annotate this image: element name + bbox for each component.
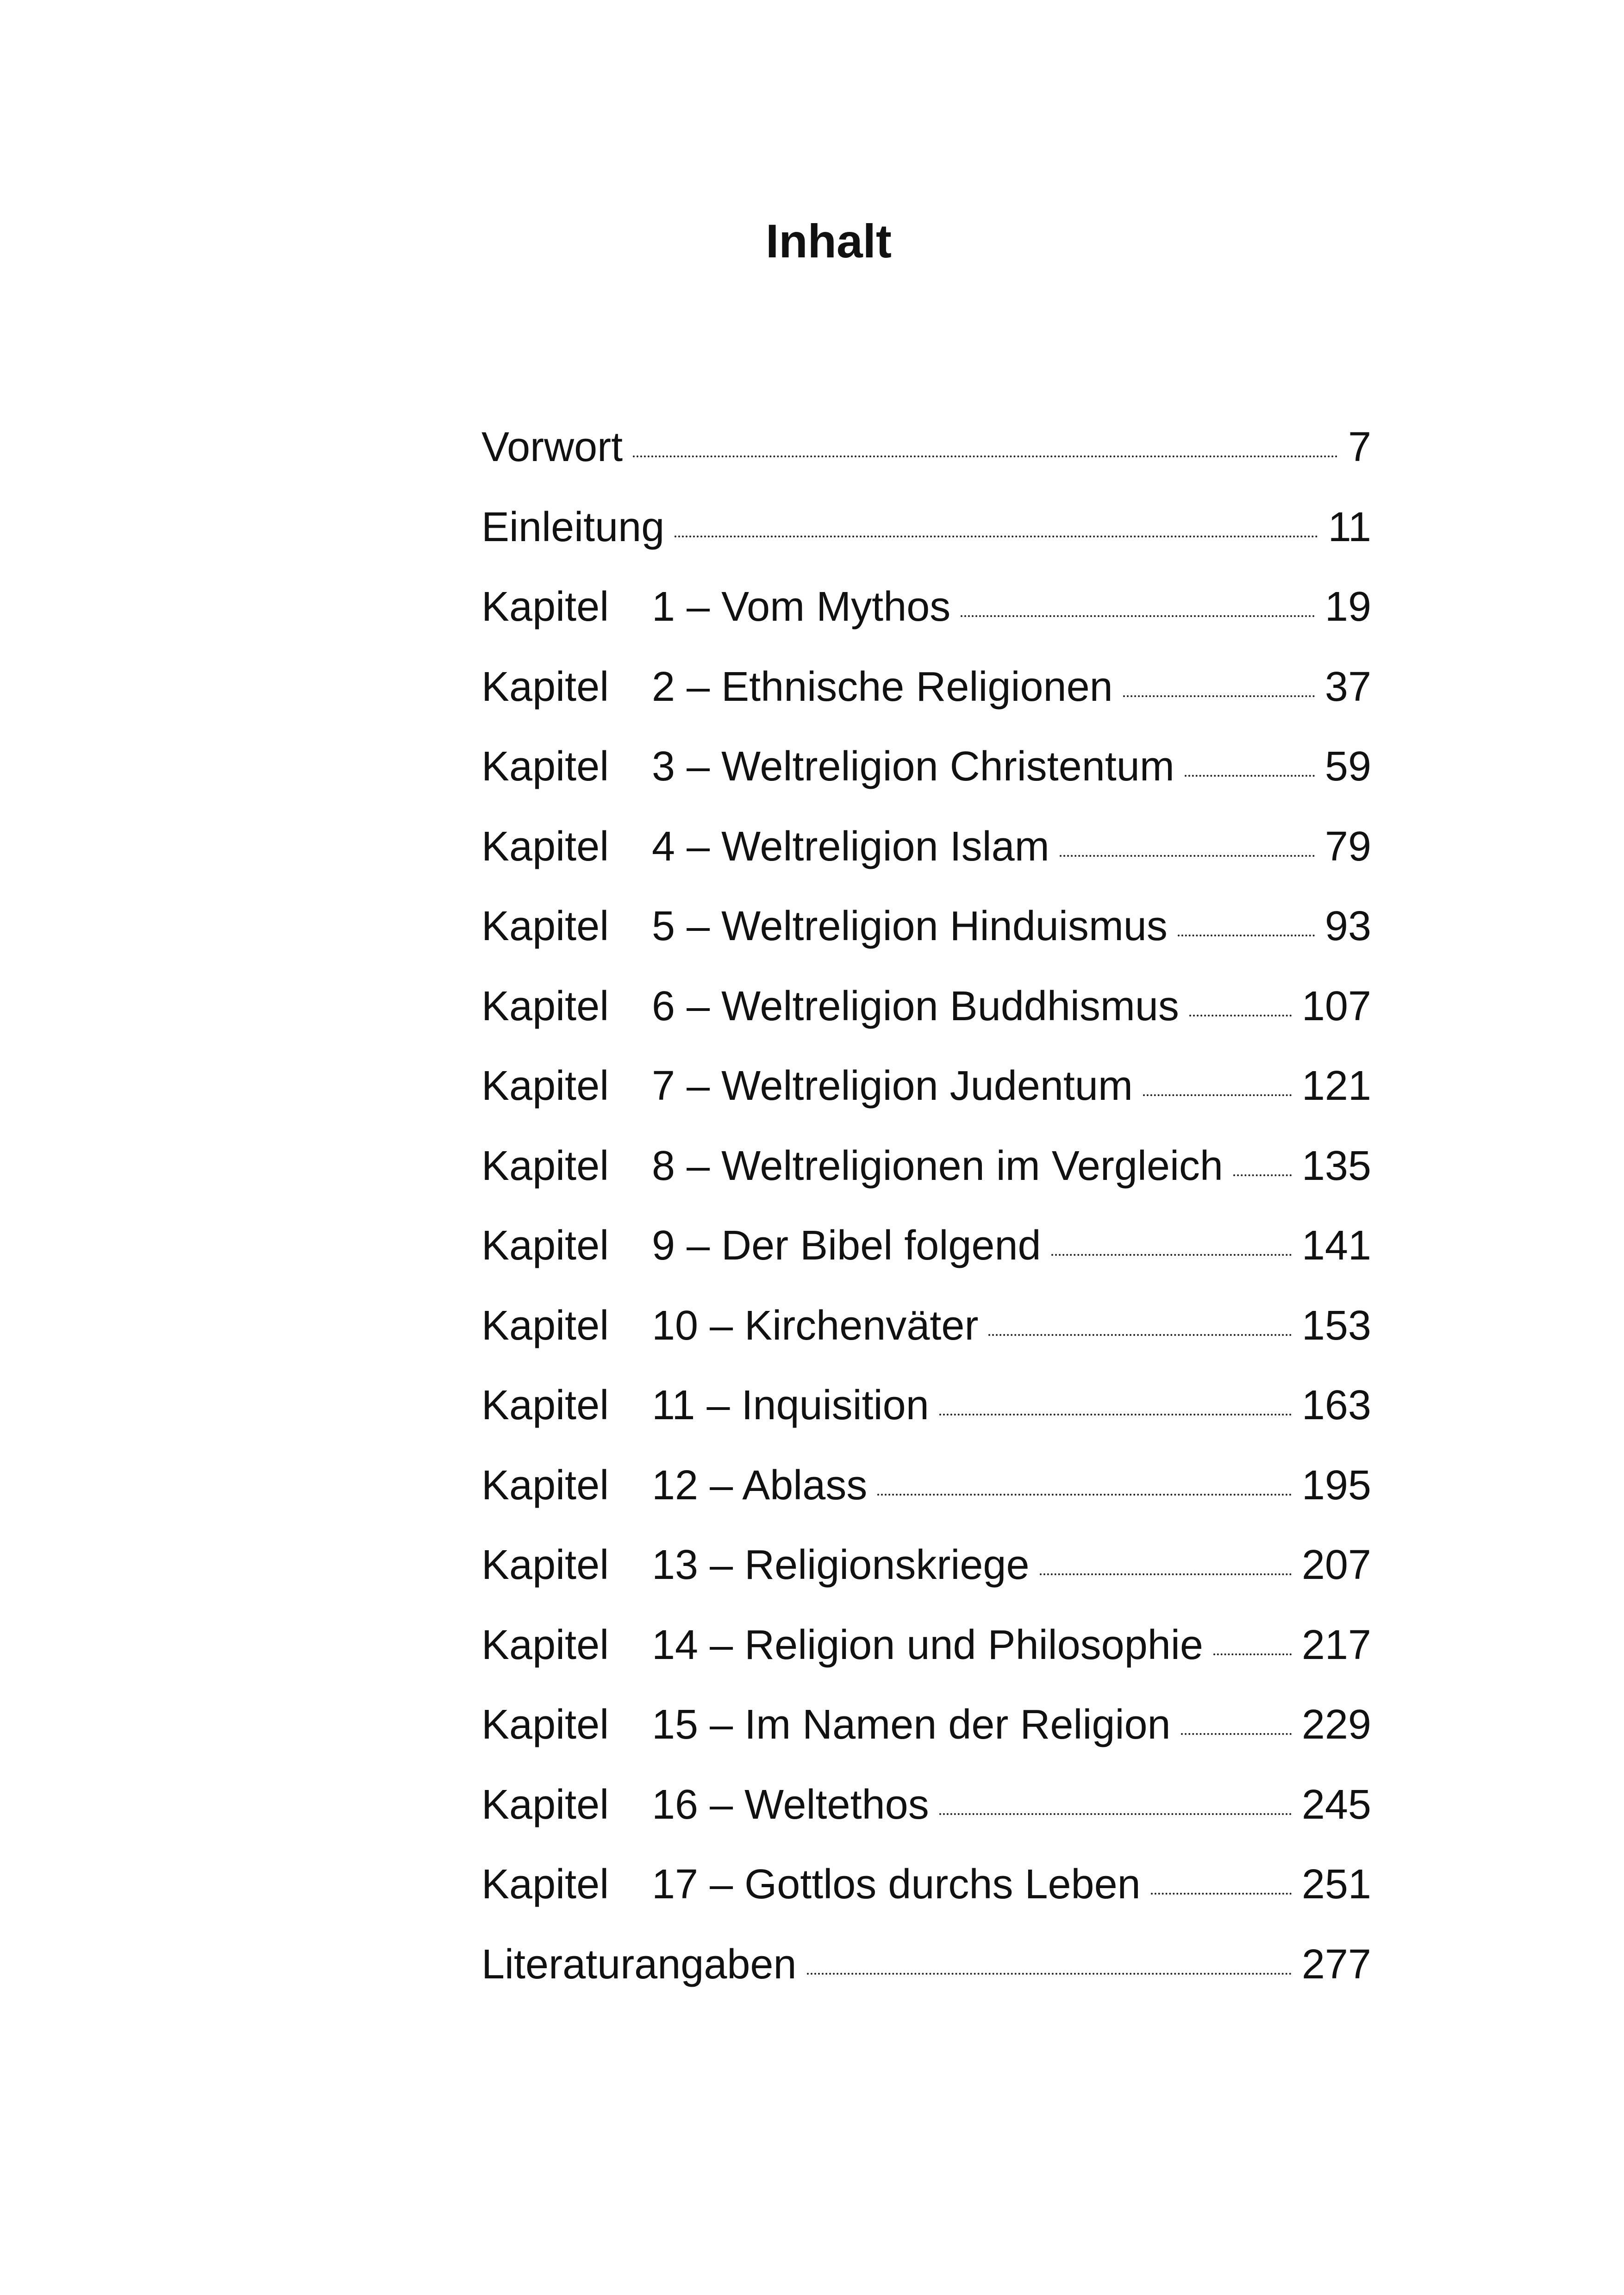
toc-chapter-number: 15 — [652, 1702, 710, 1748]
toc-entry[interactable] — [481, 1605, 1371, 1685]
toc-entry[interactable] — [481, 1286, 1371, 1366]
toc-entry[interactable] — [481, 1126, 1371, 1206]
dot-leader — [1060, 855, 1315, 857]
dot-leader — [1143, 1094, 1292, 1096]
toc-entry-title: Einleitung — [481, 504, 665, 550]
toc-chapter-number: 9 — [652, 1222, 687, 1269]
toc-entry-title: – Ablass — [710, 1462, 868, 1509]
toc-chapter-prefix — [481, 807, 687, 887]
toc-page-number: 59 — [1324, 743, 1371, 790]
toc-chapter-label: Kapitel — [481, 823, 609, 870]
toc-entry-title: – Weltreligionen im Vergleich — [687, 1142, 1223, 1189]
toc-page-number: 19 — [1324, 584, 1371, 630]
toc-page-number: 107 — [1301, 983, 1371, 1029]
toc-entry[interactable] — [481, 1366, 1371, 1446]
toc-chapter-number: 8 — [652, 1142, 687, 1189]
dot-leader — [1185, 775, 1315, 777]
toc-page-number: 93 — [1324, 903, 1371, 949]
toc-entry-title: – Weltreligion Judentum — [687, 1063, 1133, 1109]
toc-chapter-prefix — [481, 1765, 710, 1845]
toc-chapter-label: Kapitel — [481, 1382, 609, 1428]
toc-chapter-label: Kapitel — [481, 663, 609, 710]
toc-chapter-number: 10 — [652, 1302, 710, 1349]
toc-chapter-label: Kapitel — [481, 1462, 609, 1509]
toc-chapter-number: 12 — [652, 1462, 710, 1509]
dot-leader — [939, 1813, 1292, 1815]
toc-entry-title: Vorwort — [481, 424, 623, 470]
toc-page-number: 229 — [1301, 1702, 1371, 1748]
toc-entry[interactable] — [481, 1046, 1371, 1126]
toc-chapter-label: Kapitel — [481, 1621, 609, 1668]
toc-chapter-number: 2 — [652, 663, 687, 710]
toc-chapter-prefix — [481, 567, 687, 647]
toc-chapter-label: Kapitel — [481, 743, 609, 790]
toc-page-number: 217 — [1301, 1621, 1371, 1668]
dot-leader — [1151, 1893, 1292, 1895]
toc-chapter-prefix — [481, 1685, 710, 1765]
toc-entry-title: Literaturangaben — [481, 1941, 797, 1988]
toc-chapter-number: 16 — [652, 1781, 710, 1828]
toc-page-number: 121 — [1301, 1063, 1371, 1109]
toc-entry-title: – Vom Mythos — [687, 584, 951, 630]
toc-chapter-prefix — [481, 1446, 710, 1526]
toc-chapter-prefix — [481, 886, 687, 967]
toc-entry[interactable] — [481, 407, 1371, 487]
toc-chapter-label: Kapitel — [481, 983, 609, 1029]
dot-leader — [1040, 1573, 1292, 1575]
toc-entry-title: – Weltreligion Hinduismus — [687, 903, 1168, 949]
toc-chapter-prefix — [481, 1046, 687, 1126]
toc-chapter-label: Kapitel — [481, 1302, 609, 1349]
toc-entry[interactable] — [481, 487, 1371, 568]
toc-page-number: 11 — [1328, 504, 1371, 550]
toc-chapter-label: Kapitel — [481, 1542, 609, 1588]
toc-chapter-prefix — [481, 1206, 687, 1286]
toc-entry[interactable] — [481, 967, 1371, 1047]
toc-entry-title: – Weltreligion Buddhismus — [687, 983, 1179, 1029]
toc-page-number: 7 — [1348, 424, 1371, 470]
toc-page-number: 153 — [1301, 1302, 1371, 1349]
toc-entry[interactable] — [481, 1765, 1371, 1845]
toc-entry-title: – Weltethos — [710, 1781, 929, 1828]
dot-leader — [939, 1414, 1292, 1416]
toc-chapter-label: Kapitel — [481, 1861, 609, 1908]
dot-leader — [988, 1334, 1291, 1336]
toc-entry-title: – Ethnische Religionen — [687, 663, 1113, 710]
toc-page-number: 277 — [1301, 1941, 1371, 1988]
dot-leader — [675, 536, 1318, 537]
toc-chapter-number: 11 — [652, 1382, 707, 1428]
toc-page-number: 207 — [1301, 1542, 1371, 1588]
toc-chapter-prefix — [481, 1286, 710, 1366]
toc-entry[interactable] — [481, 1446, 1371, 1526]
toc-chapter-prefix — [481, 1366, 706, 1446]
toc-entry[interactable] — [481, 1685, 1371, 1765]
toc-page-number: 79 — [1324, 823, 1371, 870]
toc-entry-title: – Weltreligion Christentum — [687, 743, 1174, 790]
toc-chapter-number: 17 — [652, 1861, 710, 1908]
toc-page-number: 135 — [1301, 1142, 1371, 1189]
toc-chapter-label: Kapitel — [481, 584, 609, 630]
toc-chapter-number: 13 — [652, 1542, 710, 1588]
toc-page-number: 37 — [1324, 663, 1371, 710]
toc-entry[interactable] — [481, 1845, 1371, 1925]
toc-entry-title: – Kirchenväter — [710, 1302, 979, 1349]
page-title: Inhalt — [766, 215, 892, 268]
toc-page-number: 141 — [1301, 1222, 1371, 1269]
toc-chapter-number: 5 — [652, 903, 687, 949]
toc-chapter-number: 3 — [652, 743, 687, 790]
toc-page-number: 163 — [1301, 1382, 1371, 1428]
dot-leader — [1178, 935, 1315, 936]
toc-page-number: 195 — [1301, 1462, 1371, 1509]
dot-leader — [1213, 1653, 1292, 1655]
toc-chapter-number: 1 — [652, 584, 687, 630]
toc-chapter-prefix — [481, 1605, 710, 1685]
dot-leader — [1123, 695, 1315, 697]
toc-entry[interactable] — [481, 886, 1371, 967]
toc-entry-title: – Weltreligion Islam — [687, 823, 1049, 870]
toc-page-number: 245 — [1301, 1781, 1371, 1828]
toc-chapter-prefix — [481, 727, 687, 807]
toc-chapter-prefix — [481, 967, 687, 1047]
toc-chapter-prefix — [481, 647, 687, 727]
toc-entry-title: – Im Namen der Religion — [710, 1702, 1171, 1748]
toc-chapter-label: Kapitel — [481, 1222, 609, 1269]
toc-chapter-prefix — [481, 1845, 710, 1925]
table-of-contents — [481, 407, 1371, 2004]
dot-leader — [633, 455, 1338, 457]
toc-page-number: 251 — [1301, 1861, 1371, 1908]
dot-leader — [1051, 1254, 1292, 1256]
toc-chapter-number: 4 — [652, 823, 687, 870]
toc-entry[interactable] — [481, 807, 1371, 887]
dot-leader — [1189, 1015, 1292, 1017]
toc-chapter-label: Kapitel — [481, 903, 609, 949]
dot-leader — [877, 1494, 1291, 1496]
toc-entry[interactable] — [481, 1525, 1371, 1605]
toc-chapter-label: Kapitel — [481, 1702, 609, 1748]
dot-leader — [1233, 1174, 1292, 1176]
toc-entry-title: – Der Bibel folgend — [687, 1222, 1041, 1269]
toc-chapter-prefix — [481, 1126, 687, 1206]
toc-entry-title: – Religion und Philosophie — [710, 1621, 1203, 1668]
dot-leader — [961, 615, 1315, 617]
dot-leader — [1181, 1733, 1292, 1735]
toc-entry[interactable] — [481, 727, 1371, 807]
toc-chapter-number: 7 — [652, 1063, 687, 1109]
toc-entry-title: – Religionskriege — [710, 1542, 1030, 1588]
toc-chapter-number: 14 — [652, 1621, 710, 1668]
toc-chapter-label: Kapitel — [481, 1142, 609, 1189]
toc-chapter-label: Kapitel — [481, 1063, 609, 1109]
toc-chapter-label: Kapitel — [481, 1781, 609, 1828]
toc-chapter-number: 6 — [652, 983, 687, 1029]
toc-entry[interactable] — [481, 567, 1371, 647]
dot-leader — [807, 1973, 1292, 1975]
toc-chapter-prefix — [481, 1525, 710, 1605]
toc-entry[interactable] — [481, 1925, 1371, 2005]
toc-entry[interactable] — [481, 647, 1371, 727]
toc-entry-title: – Gottlos durchs Leben — [710, 1861, 1141, 1908]
toc-entry-title: – Inquisition — [706, 1382, 929, 1428]
toc-entry[interactable] — [481, 1206, 1371, 1286]
